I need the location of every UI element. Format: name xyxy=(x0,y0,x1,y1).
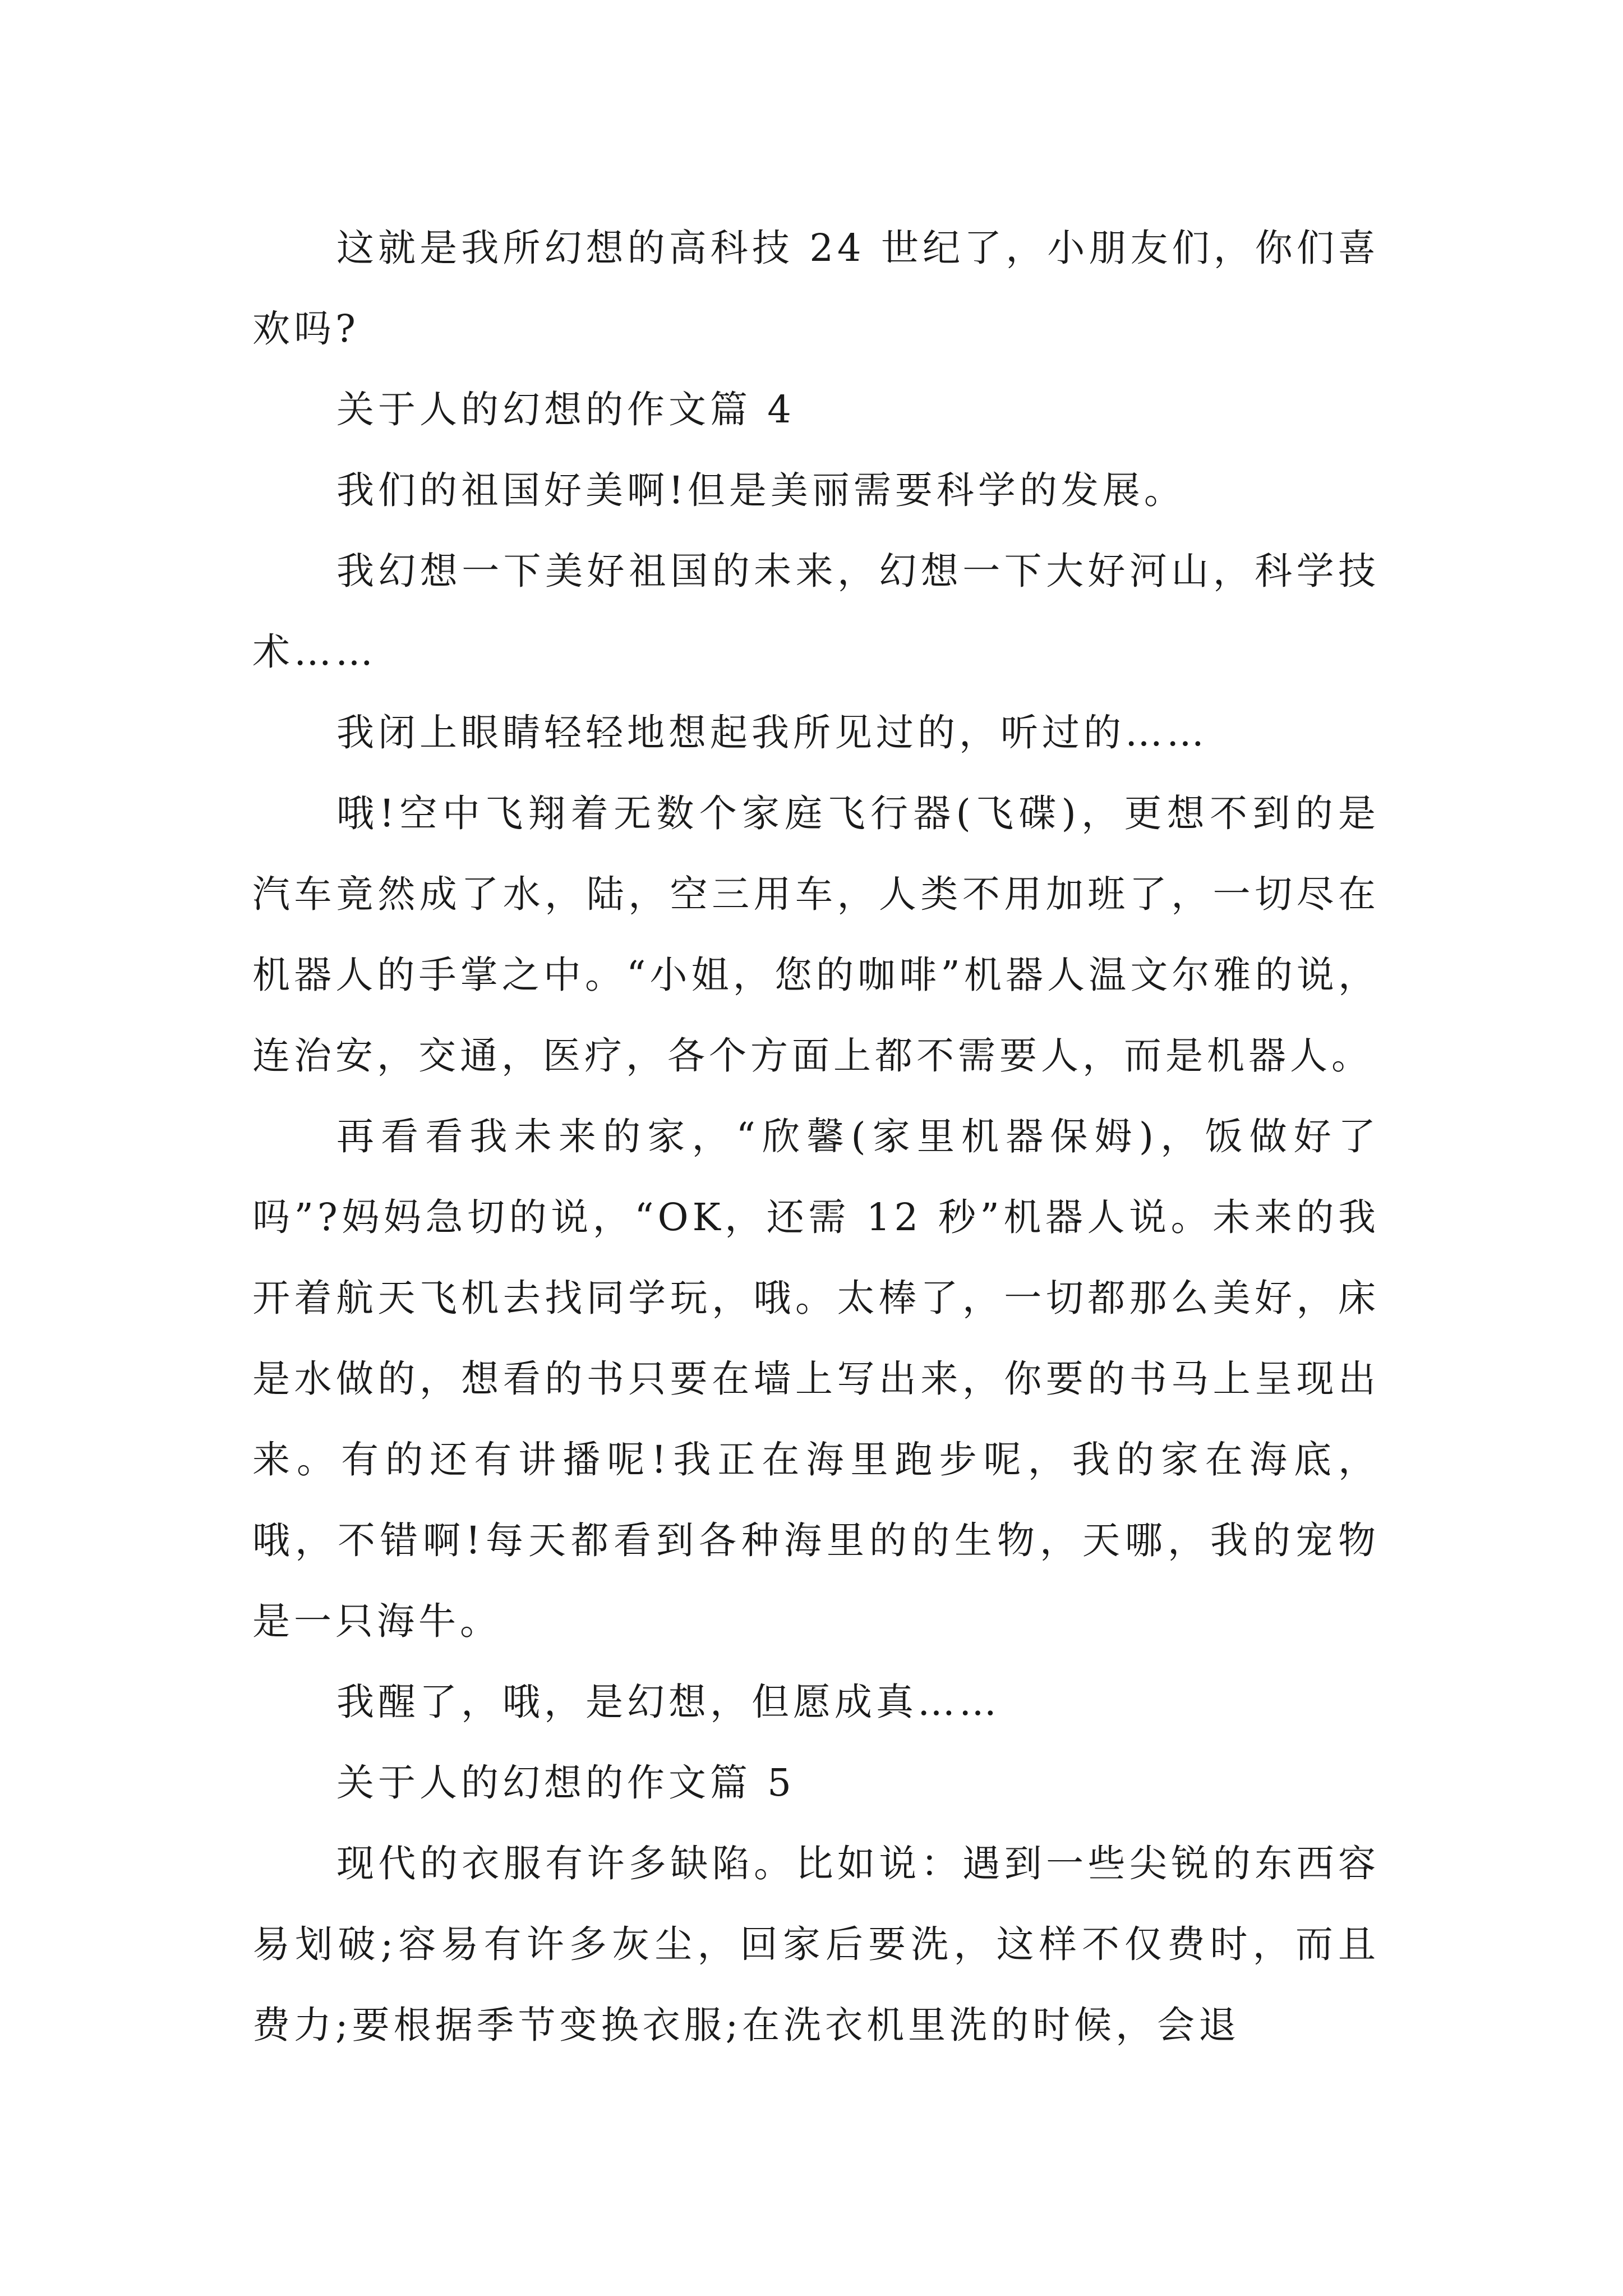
section-heading-4: 关于人的幻想的作文篇 4 xyxy=(336,388,795,431)
paragraph-close-eyes: 我闭上眼睛轻轻地想起我所见过的，听过的…… xyxy=(336,711,1208,754)
paragraph-imagine-future: 我幻想一下美好祖国的未来，幻想一下大好河山，科学技术…… xyxy=(252,549,1380,674)
section-heading-5: 关于人的幻想的作文篇 5 xyxy=(336,1761,795,1805)
paragraph-clothes-defects: 现代的衣服有许多缺陷。比如说：遇到一些尖锐的东西容易划破;容易有许多灰尘，回家后要洗，这样不仅费时，而且费力;要根据季节变换衣服;在洗衣机里洗的时候，会退 xyxy=(252,1842,1380,2047)
paragraph-closing-question: 这就是我所幻想的高科技 24 世纪了，小朋友们，你们喜欢吗? xyxy=(252,226,1380,351)
paragraph-motherland: 我们的祖国好美啊!但是美丽需要科学的发展。 xyxy=(336,468,1186,512)
article-body xyxy=(252,208,1380,2065)
paragraph-future-home: 再看看我未来的家，“欣馨(家里机器保姆)，饭做好了吗”?妈妈急切的说，“OK，还需 12 秒”机器人说。未来的我开着航天飞机去找同学玩，哦。太棒了，一切都那么美好，床是水做的，想看的书只要在墙上写出来，你要的书马上呈现出来。有的还有讲播呢!我正在海里跑步呢，我的家在海底，哦，不错啊!每天都看到各种海里的的生物，天哪，我的宠物是一只海牛。 xyxy=(252,1115,1380,1643)
paragraph-flying-saucers: 哦!空中飞翔着无数个家庭飞行器(飞碟)，更想不到的是汽车竟然成了水，陆，空三用车，人类不用加班了，一切尽在机器人的手掌之中。“小姐，您的咖啡”机器人温文尔雅的说，连治安，交通，医疗，各个方面上都不需要人，而是机器人。 xyxy=(252,792,1380,1078)
paragraph-wake-up: 我醒了，哦，是幻想，但愿成真…… xyxy=(336,1680,1000,1724)
